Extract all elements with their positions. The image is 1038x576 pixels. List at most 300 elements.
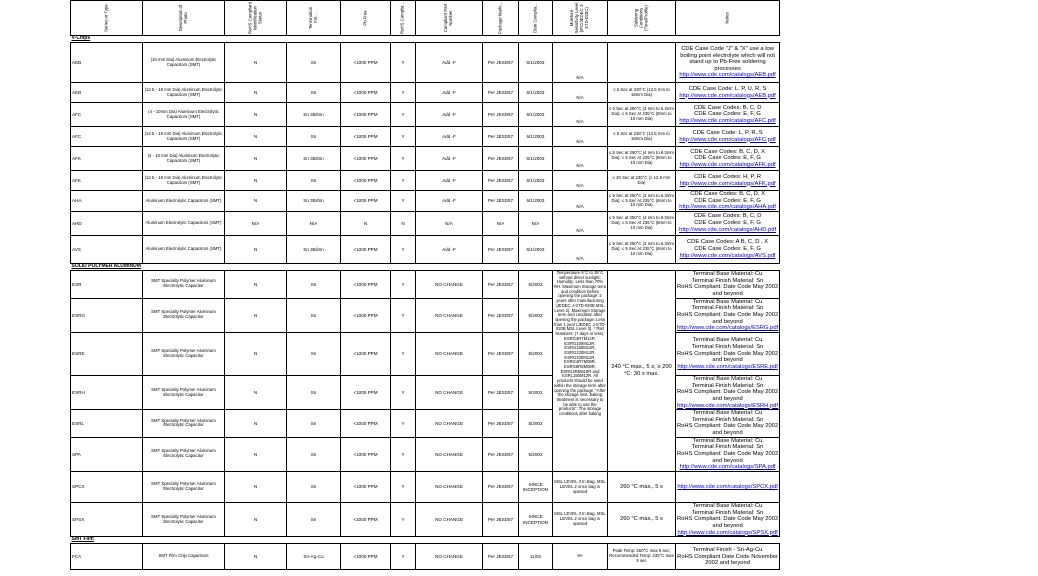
- section-cell: [143, 537, 225, 544]
- rohs-cell: Y: [391, 472, 416, 503]
- table-row: [71, 503, 780, 537]
- section-cell: [416, 36, 483, 43]
- section-cell: [553, 36, 608, 43]
- pb-cell: <1000 PPM: [341, 43, 391, 83]
- pn-cell: NO CHANGE: [416, 375, 483, 409]
- column-header-label: Series or Type: [103, 4, 109, 32]
- date-cell: SINCE INCEPTION: [519, 503, 553, 537]
- series-cell: ESRG: [71, 298, 143, 332]
- section-cell: [416, 537, 483, 544]
- rohs_ident-cell: N: [225, 43, 287, 83]
- rohs_ident-cell: N: [225, 171, 287, 191]
- rohs-cell: Y: [391, 147, 416, 171]
- section-cell: [483, 537, 519, 544]
- notes-text: Terminal Base Material: Cu Terminal Finish Material: Sn RoHS Compliant: Date Code May 2002 and beyond: [677, 337, 779, 364]
- notes-cell: [676, 375, 780, 409]
- date-cell: 5/2002: [519, 437, 553, 471]
- solder-cell: ≤ 5 Sec at 250°C (4 mm to 6.3mm Dia); ≤ 5 Sec At 235°C (8mm to 10 mm Dia): [608, 235, 676, 263]
- section-cell: [608, 263, 676, 270]
- catalog-link[interactable]: http://www.cde.com/catalogs/AFK.pdf: [679, 161, 776, 168]
- rohs_ident-cell: N: [225, 375, 287, 409]
- column-header-label: Moisture Sensitivity Level (IPC/JEDEC J-STD-020C): [569, 2, 589, 34]
- msl-cell: 6A: [553, 544, 608, 570]
- solder-cell: ≤ 5 Sec at 250°C (4 mm to 6.3mm Dia); ≤ 5 Sec At 235°C (8mm to 10 mm Dia): [608, 103, 676, 127]
- rohs-cell: Y: [391, 235, 416, 263]
- column-header-label: Notes: [724, 12, 730, 24]
- series-cell: ESRL: [71, 410, 143, 438]
- pkg-cell: Per JESD97: [483, 472, 519, 503]
- table-row: [71, 103, 780, 127]
- desc-cell: Aluminum Electrolytic Capacitors (SMT): [143, 211, 225, 235]
- pb-cell: <1000 PPM: [341, 127, 391, 147]
- pb-cell: <1000 PPM: [341, 437, 391, 471]
- column-header-pn: [416, 1, 483, 36]
- notes-cell: [676, 437, 780, 471]
- term-cell: Sn: [287, 437, 341, 471]
- series-cell: AFC: [71, 103, 143, 127]
- column-header-label: RoHS Compliant Identification Status: [247, 1, 262, 34]
- notes-cell: [676, 83, 780, 103]
- pkg-cell: Per JESD97: [483, 147, 519, 171]
- rohs_ident-cell: N/A: [225, 211, 287, 235]
- series-cell: SPCX: [71, 472, 143, 503]
- rohs-cell: Y: [391, 270, 416, 298]
- rohs-cell: Y: [391, 375, 416, 409]
- rohs_ident-cell: N: [225, 298, 287, 332]
- notes-cell: [676, 103, 780, 127]
- notes-text: Terminal Base Material: Cu Terminal Finish Material: Sn RoHS Compliant: Date Code May 2002 and beyond: [677, 375, 779, 402]
- rohs-cell: Y: [391, 103, 416, 127]
- series-cell: AFK: [71, 171, 143, 191]
- desc-cell: (4 - 10 mm Dia) Aluminum Electrolytic Capacitors (SMT): [143, 147, 225, 171]
- date-cell: 5/2002: [519, 270, 553, 298]
- pkg-cell: Per JESD97: [483, 83, 519, 103]
- date-cell: 5/2002: [519, 410, 553, 438]
- pn-cell: Add -F: [416, 127, 483, 147]
- header-row: [71, 1, 780, 36]
- section-cell: [341, 36, 391, 43]
- term-cell: Sn: [287, 83, 341, 103]
- catalog-link[interactable]: http://www.cde.com/catalogs/AFK.pdf: [679, 180, 776, 187]
- section-row: [71, 263, 780, 270]
- notes-text: CDE Case Codes: B, C, D, X CDE Case Codes: E, F, G: [690, 191, 765, 204]
- catalog-link[interactable]: http://www.cde.com/catalogs/AFC.pdf: [679, 136, 776, 143]
- term-cell: Sn: [287, 410, 341, 438]
- section-cell: [225, 537, 287, 544]
- rohs-cell: Y: [391, 410, 416, 438]
- column-header-pkg: [483, 1, 519, 36]
- solder-cell: ≤ 5 Sec at 250°C (4 mm to 6.3mm Dia); ≤ 5 Sec At 235°C (8mm to 10 mm Dia): [608, 147, 676, 171]
- pb-cell: <1000 PPM: [341, 270, 391, 298]
- column-header-rohs_ident: [225, 1, 287, 36]
- catalog-link[interactable]: http://www.cde.com/catalogs/AEB.pdf: [679, 92, 776, 99]
- notes-text: CDE Case Codes: B, C, D CDE Case Codes: E, F, G: [693, 213, 762, 227]
- pn-cell: NO CHANGE: [416, 332, 483, 375]
- pn-cell: NO CHANGE: [416, 298, 483, 332]
- catalog-link[interactable]: http://www.cde.com/catalogs/AHD.pdf: [679, 226, 777, 233]
- desc-cell: SMT Specialty Polymer Aluminum Electrolytic Capacitor: [143, 503, 225, 537]
- notes-text: CDE Case Codes: B, C, D, X CDE Case Codes: E, F, G: [690, 148, 765, 162]
- rohs_ident-cell: N: [225, 147, 287, 171]
- section-cell: [553, 537, 608, 544]
- section-cell: [341, 263, 391, 270]
- rohs-cell: Y: [391, 191, 416, 212]
- column-header-msl: [553, 1, 608, 36]
- catalog-link[interactable]: http://www.cde.com/catalogs/ESRE.pdf: [677, 363, 778, 370]
- notes-text: CDE Case Codes: H, P, R: [694, 173, 762, 180]
- column-header-notes: [676, 1, 780, 36]
- pkg-cell: Per JESD97: [483, 298, 519, 332]
- rohs_ident-cell: N: [225, 503, 287, 537]
- rohs-cell: Y: [391, 332, 416, 375]
- term-cell: Sn-Ag-Cu: [287, 544, 341, 570]
- notes-cell: [676, 332, 780, 375]
- section-title: SOLID POLYMER ALUMINUM: [71, 263, 141, 270]
- section-cell: [225, 36, 287, 43]
- series-cell: AVS: [71, 235, 143, 263]
- term-cell: N/A: [287, 211, 341, 235]
- pb-cell: <1000 PPM: [341, 103, 391, 127]
- solder-cell: 260 °C max., 5 s: [608, 472, 676, 503]
- pb-cell: <1000 PPM: [341, 410, 391, 438]
- term-cell: Sn 3Bi/Sn: [287, 103, 341, 127]
- table-row: [71, 211, 780, 235]
- term-cell: Sn 3Bi/Sn: [287, 147, 341, 171]
- rohs-cell: Y: [391, 298, 416, 332]
- series-cell: ESRH: [71, 375, 143, 409]
- notes-text: CDE Case Code "J" & "X" use a low boiling point electrolyte which will not stand up to Pb-Free soldering processes: [680, 45, 775, 72]
- section-cell: [391, 263, 416, 270]
- pb-cell: <1000 PPM: [341, 472, 391, 503]
- term-cell: Sn: [287, 43, 341, 83]
- term-cell: Sn: [287, 298, 341, 332]
- series-cell: FCA: [71, 544, 143, 570]
- solder-cell: ≤ 5 Sec at 230°C (12.5 mm to 18mm Dia): [608, 127, 676, 147]
- section-cell: [676, 263, 780, 270]
- table-row: [71, 43, 780, 83]
- rohs_ident-cell: N: [225, 235, 287, 263]
- rohs_ident-cell: N: [225, 437, 287, 471]
- pb-cell: <1000 PPM: [341, 503, 391, 537]
- pn-cell: NO CHANGE: [416, 472, 483, 503]
- pkg-cell: Per JESD97: [483, 191, 519, 212]
- desc-cell: (12.5 - 18 mm Dia) Aluminum Electrolytic Capacitors (SMT): [143, 83, 225, 103]
- pn-cell: N/A: [416, 211, 483, 235]
- rohs-cell: Y: [391, 544, 416, 570]
- catalog-link[interactable]: http://www.cde.com/catalogs/ESRH.pdf: [677, 402, 779, 409]
- series-cell: SPSX: [71, 503, 143, 537]
- catalog-link[interactable]: http://www.cde.com/catalogs/AFC.pdf: [679, 117, 776, 124]
- desc-cell: SMT Specialty Polymer Aluminum Electrolytic Capacitor: [143, 270, 225, 298]
- msl-cell: N/A: [553, 127, 608, 147]
- desc-cell: SMT Specialty Polymer Aluminum Electrolytic Capacitor: [143, 375, 225, 409]
- column-header-label: Pb Free: [362, 10, 368, 26]
- pkg-cell: Per JESD97: [483, 544, 519, 570]
- msl-cell: Temperature 5°C to 35°C without direct sunlight; Humidity: Less than 70% RH. Maximum Storage term and condition before opening the package: 2 years after manufacturing (JEDEC J-STD-020B MSL Level 2). Maximum Storage term and condition after opening the package: Less than 1 year (JEDEC J-STD-020B MSL Level 3). * Part Numbers: (7 days or less): ESRG4R7M12R, ESRG100M12R, ESRG150M12R, ESRG220M12R, ESRG330M12R, ESRG4R7M08R, ESRG6R8M08R, ESRG2R5M10R and ESRL150M12R. All products should be used within the storage term after opening the package. "After the storage limit, baking treatment is necessary to be able to use the products". The storage conditions after baking: [553, 270, 608, 471]
- soldering-cell: 240 °C max., 5 s; ≥ 200 °C: 30 s max.: [608, 270, 676, 471]
- section-cell: [287, 537, 341, 544]
- rohs_ident-cell: N: [225, 191, 287, 212]
- desc-cell: SMT Specialty Polymer Aluminum Electrolytic Capacitor: [143, 437, 225, 471]
- notes-cell: [676, 472, 780, 503]
- pkg-cell: Per JESD97: [483, 410, 519, 438]
- column-header-label: Package Marki...: [497, 1, 503, 34]
- notes-text: Terminal Base Material: Cu Terminal Finish Material: Sn RoHS Compliant: Date Code May 2002 and beyond: [677, 410, 779, 437]
- date-cell: 6/1/2003: [519, 127, 553, 147]
- section-cell: [483, 263, 519, 270]
- table-row: [71, 472, 780, 503]
- solder-cell: ≤ 20 Sec at 230°C (≥ 12.5 mm Dia): [608, 171, 676, 191]
- catalog-link[interactable]: http://www.cde.com/catalogs/AVS.pdf: [679, 252, 776, 259]
- notes-cell: [676, 211, 780, 235]
- table-row: [71, 83, 780, 103]
- section-cell: [519, 537, 553, 544]
- desc-cell: SMT Specialty Polymer Aluminum Electrolytic Capacitor: [143, 332, 225, 375]
- pn-cell: Add -F: [416, 171, 483, 191]
- notes-cell: [676, 171, 780, 191]
- pkg-cell: Per JESD97: [483, 270, 519, 298]
- term-cell: Sn: [287, 270, 341, 298]
- rohs_ident-cell: N: [225, 103, 287, 127]
- pn-cell: Add -F: [416, 147, 483, 171]
- date-cell: 6/1/2003: [519, 43, 553, 83]
- section-title: V-Chips: [71, 36, 143, 43]
- pn-cell: Add -F: [416, 191, 483, 212]
- section-cell: [287, 263, 341, 270]
- rohs-cell: Y: [391, 43, 416, 83]
- section-cell: [676, 537, 780, 544]
- desc-cell: SMT Film Chip Capacitors: [143, 544, 225, 570]
- desc-cell: (10 mm Dia) Aluminum Electrolytic Capacitors (SMT): [143, 43, 225, 83]
- rohs_ident-cell: N: [225, 472, 287, 503]
- pn-cell: NO CHANGE: [416, 437, 483, 471]
- pkg-cell: Per JESD97: [483, 235, 519, 263]
- notes-text: CDE Case Codes: B, C, D CDE Case Codes: E, F, G: [693, 104, 762, 118]
- term-cell: Sn: [287, 472, 341, 503]
- rohs-cell: Y: [391, 503, 416, 537]
- notes-text: Terminal Base Material: Cu Terminal Finish Material: Sn RoHS Compliant: Date Code May 2002 and beyond: [677, 437, 779, 464]
- pkg-cell: Per JESD97: [483, 43, 519, 83]
- notes-cell: [676, 503, 780, 537]
- pkg-cell: Per JESD97: [483, 503, 519, 537]
- section-cell: [341, 537, 391, 544]
- desc-cell: Aluminum Electrolytic Capacitors (SMT): [143, 191, 225, 212]
- notes-cell: [676, 410, 780, 438]
- term-cell: Sn: [287, 171, 341, 191]
- table-row: [71, 147, 780, 171]
- column-header-series: [71, 1, 143, 36]
- term-cell: Sn 3Bi/Sn: [287, 235, 341, 263]
- notes-cell: [676, 43, 780, 83]
- term-cell: Sn: [287, 127, 341, 147]
- section-cell: [483, 36, 519, 43]
- msl-cell: N/A: [553, 147, 608, 171]
- notes-cell: [676, 270, 780, 298]
- table-row: [71, 127, 780, 147]
- desc-cell: SMT Specialty Polymer Aluminum Electrolytic Capacitor: [143, 472, 225, 503]
- column-header-label: RoHS Complia...: [399, 2, 405, 34]
- section-cell: [391, 36, 416, 43]
- rohs_ident-cell: N: [225, 83, 287, 103]
- section-cell: [287, 36, 341, 43]
- pn-cell: NO CHANGE: [416, 544, 483, 570]
- msl-cell: N/A: [553, 83, 608, 103]
- column-header-label: Termination Fin...: [307, 6, 318, 30]
- notes-cell: [676, 235, 780, 263]
- column-header-date: [519, 1, 553, 36]
- series-cell: ESRE: [71, 332, 143, 375]
- pkg-cell: Per JESD97: [483, 103, 519, 127]
- column-header-label: Date Complia...: [532, 3, 538, 33]
- notes-text: CDE Case Code: L, P, U, R, S: [688, 85, 767, 92]
- solder-cell: ≤ 5 Sec at 230°C (12.5 mm to 18mm Dia): [608, 83, 676, 103]
- pn-cell: NO CHANGE: [416, 410, 483, 438]
- section-cell: [391, 537, 416, 544]
- desc-cell: (4 - 10mm Dia) Aluminum Electrolytic Capacitors (SMT): [143, 103, 225, 127]
- pb-cell: <1000 PPM: [341, 171, 391, 191]
- rohs-cell: Y: [391, 127, 416, 147]
- column-header-label: Compliant Part Number: [443, 3, 453, 33]
- table-row: [71, 235, 780, 263]
- pn-cell: NO CHANGE: [416, 270, 483, 298]
- pb-cell: <1000 PPM: [341, 147, 391, 171]
- catalog-link[interactable]: http://www.cde.com/catalogs/SPSX.pdf: [677, 529, 778, 536]
- solder-cell: [608, 43, 676, 83]
- msl-cell: N/A: [553, 43, 608, 83]
- pn-cell: Add -F: [416, 43, 483, 83]
- pb-cell: <1000 PPM: [341, 191, 391, 212]
- date-cell: 11/02: [519, 544, 553, 570]
- catalog-link[interactable]: http://www.cde.com/catalogs/SPCX.pdf: [677, 483, 778, 490]
- series-cell: AFC: [71, 127, 143, 147]
- catalog-link[interactable]: http://www.cde.com/catalogs/AEB.pdf: [679, 72, 776, 79]
- column-header-rohs: [391, 1, 416, 36]
- rohs-cell: Y: [391, 83, 416, 103]
- solder-cell: ≤ 5 Sec at 250°C (4 mm to 6.3mm Dia); ≤ 5 Sec At 235°C (8mm to 10 mm Dia): [608, 191, 676, 212]
- catalog-link[interactable]: http://www.cde.com/catalogs/AHA.pdf: [679, 204, 776, 211]
- column-header-solder: [608, 1, 676, 36]
- date-cell: 5/2002: [519, 298, 553, 332]
- section-row: [71, 537, 780, 544]
- rohs_ident-cell: N: [225, 410, 287, 438]
- section-cell: [553, 263, 608, 270]
- rohs-cell: N: [391, 211, 416, 235]
- msl-cell: N/A: [553, 211, 608, 235]
- column-header-label: Soldering Conditions (Time/Profile): [633, 5, 648, 31]
- pkg-cell: Per JESD97: [483, 332, 519, 375]
- table-row: [71, 544, 780, 570]
- series-cell: SPA: [71, 437, 143, 471]
- section-cell: [143, 263, 225, 270]
- date-cell: N/A: [519, 211, 553, 235]
- msl-cell: N/A: [553, 191, 608, 212]
- section-cell: [519, 36, 553, 43]
- section-cell: [225, 263, 287, 270]
- pkg-cell: Per JESD97: [483, 127, 519, 147]
- section-cell: [143, 36, 225, 43]
- term-cell: Sn: [287, 503, 341, 537]
- pkg-cell: Per JESD97: [483, 171, 519, 191]
- section-cell: [608, 36, 676, 43]
- pkg-cell: N/A: [483, 211, 519, 235]
- rohs-cell: Y: [391, 171, 416, 191]
- notes-cell: [676, 127, 780, 147]
- date-cell: 6/1/2003: [519, 191, 553, 212]
- date-cell: 5/2002: [519, 332, 553, 375]
- pb-cell: N: [341, 211, 391, 235]
- pb-cell: <1000 PPM: [341, 332, 391, 375]
- catalog-link[interactable]: http://www.cde.com/catalogs/ESRG.pdf: [677, 325, 779, 332]
- rohs_ident-cell: N: [225, 127, 287, 147]
- section-cell: [519, 263, 553, 270]
- pn-cell: Add -F: [416, 83, 483, 103]
- section-cell: [676, 36, 780, 43]
- msl-cell: MSL LEVEL 3 In Bag, MSL LEVEL 2 once bag is opened: [553, 503, 608, 537]
- desc-cell: SMT Specialty Polymer Aluminum Electrolytic Capacitor: [143, 410, 225, 438]
- series-cell: AHA: [71, 191, 143, 212]
- column-header-desc: [143, 1, 225, 36]
- rohs_ident-cell: N: [225, 270, 287, 298]
- catalog-link[interactable]: http://www.cde.com/catalogs/SPA.pdf: [679, 464, 776, 471]
- date-cell: 6/1/2003: [519, 147, 553, 171]
- solder-cell: Peak Temp: 260°C max 5 sec; Recommended Temp: 235°C max 5 sec: [608, 544, 676, 570]
- section-title: SMT Film: [71, 537, 143, 544]
- msl-cell: MSL LEVEL 3 In Bag, MSL LEVEL 2 once bag is opened: [553, 472, 608, 503]
- date-cell: 6/1/2003: [519, 235, 553, 263]
- date-cell: 5/2002: [519, 375, 553, 409]
- pn-cell: Add -F: [416, 103, 483, 127]
- table-row: [71, 171, 780, 191]
- msl-cell: N/A: [553, 171, 608, 191]
- notes-cell: [676, 147, 780, 171]
- rohs-cell: Y: [391, 437, 416, 471]
- notes-text: Terminal Base Material: Cu Terminal Finish Material: Sn RoHS Compliant: Date Code May 2002 and beyond: [677, 503, 779, 530]
- pkg-cell: Per JESD97: [483, 375, 519, 409]
- pb-cell: <1000 PPM: [341, 235, 391, 263]
- notes-cell: [676, 191, 780, 212]
- notes-cell: [676, 298, 780, 332]
- section-row: [71, 36, 780, 43]
- msl-cell: N/A: [553, 235, 608, 263]
- notes-cell: [676, 544, 780, 570]
- column-header-pb: [341, 1, 391, 36]
- series-cell: AHD: [71, 211, 143, 235]
- pb-cell: <1000 PPM: [341, 375, 391, 409]
- pb-cell: <1000 PPM: [341, 298, 391, 332]
- section-cell: [608, 537, 676, 544]
- series-cell: AEB: [71, 43, 143, 83]
- notes-text: CDE Case Code: L, P, R, S: [692, 129, 763, 136]
- table-row: [71, 270, 780, 298]
- column-header-label: Description of Photo: [177, 4, 188, 32]
- rohs_ident-cell: N: [225, 544, 287, 570]
- term-cell: Sn 3Bi/Sn: [287, 191, 341, 212]
- solder-cell: 260 °C max., 5 s: [608, 503, 676, 537]
- series-cell: AFK: [71, 147, 143, 171]
- column-header-term: [287, 1, 341, 36]
- date-cell: 6/1/2003: [519, 103, 553, 127]
- msl-cell: N/A: [553, 103, 608, 127]
- notes-text: Terminal Base Material: Cu Terminal Finish Material: Sn RoHS Compliant: Date Code May 2002 and beyond: [677, 270, 779, 297]
- pn-cell: Add -F: [416, 235, 483, 263]
- date-cell: 6/1/2003: [519, 171, 553, 191]
- pn-cell: NO CHANGE: [416, 503, 483, 537]
- term-cell: Sn: [287, 375, 341, 409]
- desc-cell: (12.5 - 18 mm Dia) Aluminum Electrolytic Capacitors (SMT): [143, 171, 225, 191]
- notes-text: CDE Case Codes: A B, C, D , X CDE Case Codes: E, F, G: [686, 239, 769, 253]
- compliance-table: [70, 0, 780, 570]
- section-cell: [416, 263, 483, 270]
